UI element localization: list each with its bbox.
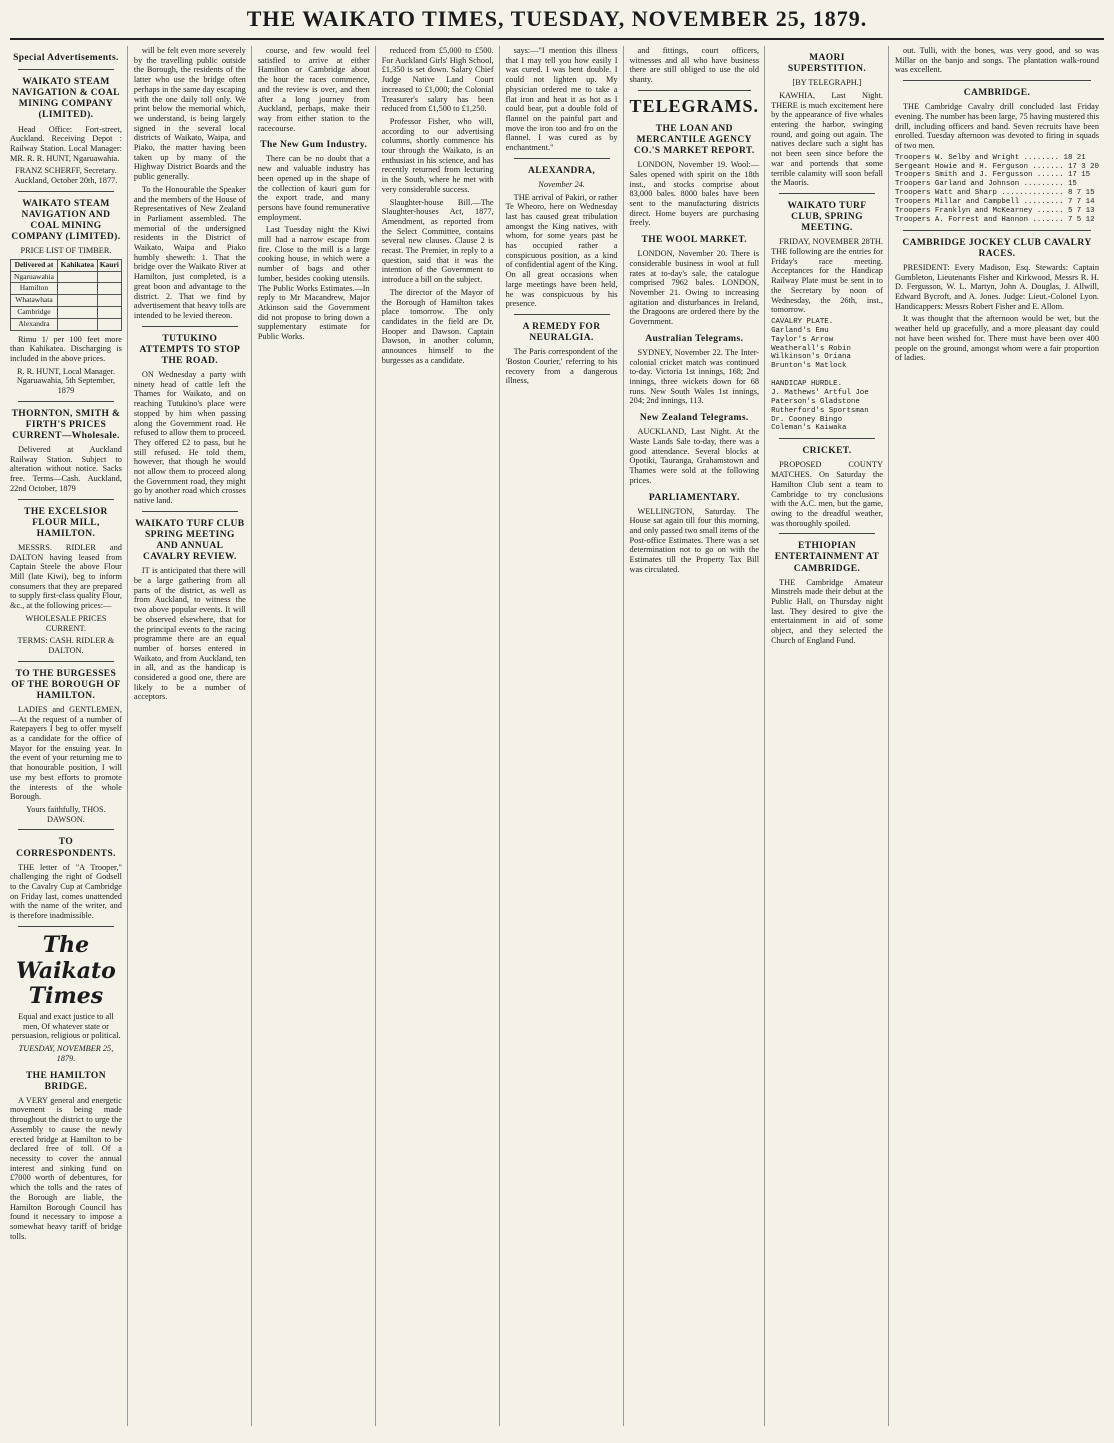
turf-club-review-body: IT is anticipated that there will be a large gathering from all parts of the district, as well as from Auckland, to witness the two above popular events. It will be observed elsewhere, that for the principal events to the racing programme there are an equal number of horses entered in Waikato, and from Auckland, ten in all, and as the handicap is considered a good one, there are likely to be a number of acceptors.	[133, 566, 246, 702]
maori-superstition-subtitle: [BY TELEGRAPH.]	[792, 78, 862, 88]
columns	[10, 46, 1104, 1426]
ad-thornton-body: Delivered at Auckland Railway Station. Subject to alteration without notice. Sacks free. Terms—Cash. Auckland, 22nd October, 1879	[10, 445, 122, 493]
divider	[779, 533, 875, 534]
neuralgia-continued: says:—"I mention this illness that I may tell you how easily I was cured. I was bent double. I could not lighten up. My physician ordered me to take a flat iron and heat it as hot as I could bear, put a double fold of flannel on the painful part and move the iron too and fro on the flannel. I was cured as by enchantment."	[505, 46, 618, 153]
divider	[142, 511, 238, 512]
editorial-date: TUESDAY, NOVEMBER 25, 1879.	[18, 1044, 114, 1063]
column-3	[258, 46, 376, 1426]
australian-telegrams-body: SYDNEY, November 22. The Inter-colonial cricket match was continued to-day. Victoria 1st innings, 168; 2nd innings, three wickets down for 68 runs. New South Wales 1st innings, 204; 2nd innings, 113.	[629, 347, 760, 406]
ad-excelsior-title: THE EXCELSIOR FLOUR MILL, HAMILTON.	[24, 506, 108, 539]
loan-agency-title: THE LOAN AND MERCANTILE AGENCY CO.'S MARKET REPORT.	[633, 123, 755, 157]
divider	[18, 829, 114, 830]
ad-excelsior-subtitle: WHOLESALE PRICES CURRENT.	[25, 613, 107, 633]
cricket-title: CRICKET.	[802, 446, 852, 457]
table-header: Delivered at	[11, 259, 58, 271]
parliamentary-title: PARLIAMENTARY.	[648, 492, 740, 503]
gum-industry-title: The New Gum Industry.	[260, 140, 368, 151]
divider	[18, 499, 114, 500]
ad-timber-title: WAIKATO STEAM NAVIGATION AND COAL MINING COMPANY (LIMITED).	[11, 198, 121, 243]
memorial-text: To the Honourable the Speaker and the members of the House of Representatives of New Zealand in Parliament assembled. The memorial of the undersigned residents in the District of Waikato, Waipa and Piako humbly sheweth: 1. That the bridge over the Waikato River at Hamilton, just completed, is a great boon and advantage to the district. 2. That we find by advertisement that heavy tolls are intended to be levied thereon.	[133, 184, 246, 320]
divider	[142, 326, 238, 327]
tutukino-body: ON Wednesday a party with ninety head of cattle left the Thames for Waikato, and on reaching Tutukino's place were stopped by him when passing along the Government road. He refused to allow them to proceed. They offered £2 to pass, but he still refused. He told them, however, that though he would not allow them to proceed along the Government road, they might go by another road which crosses native land.	[133, 370, 246, 506]
ad-burgesses-title: TO THE BURGESSES OF THE BOROUGH OF HAMILTON.	[11, 668, 121, 701]
professor-fisher-body: Professor Fisher, who will, according to our advertising columns, shortly commence his tour through the Waikato, is an enthusiast in his science, and has recently returned from lecturing in the South, where he met with very considerable success.	[381, 116, 494, 194]
newspaper-page	[10, 6, 1104, 1431]
column-5	[506, 46, 624, 1426]
table-cell: Whatawhata	[11, 295, 58, 307]
ad-excelsior-body: MESSRS. RIDLER and DALTON having leased from Captain Steele the above Flour Mill (late Kiwi), beg to inform consumers that they are prepared to supply first-class quality Flour, &c., at the following prices:—	[10, 542, 122, 611]
racecourse-continued: course, and few would feel satisfied to arrive at either Hamilton or Cambridge about the hour the races commence, and the review is over, and then after a long journey from Auckland, perhaps, make their way from either station to the racecourse.	[257, 46, 370, 133]
timber-price-table	[10, 259, 122, 331]
ad-steam-nav-sign: FRANZ SCHERFF, Secretary. Auckland, October 20th, 1877.	[14, 166, 118, 186]
slaughterhouse-bill-body: Slaughter-house Bill.—The Slaughter-houses Act, 1877, Amendment, as reported from the Select Committee, contains several new clauses. Clause 2 is recast. The Premier, in reply to a question, said that it was the intention of the Government to introduce a bill on the subject.	[381, 197, 494, 285]
table-cell: Ngaruawahia	[11, 271, 58, 283]
neuralgia-title: A REMEDY FOR NEURALGIA.	[522, 321, 601, 344]
ad-timber-body: Rimu 1/ per 100 feet more than Kahikatea. Discharging is included in the above prices.	[10, 334, 122, 363]
turf-spring-title: WAIKATO TURF CLUB, SPRING MEETING.	[787, 200, 867, 234]
estimates-body: reduced from £5,000 to £500. For Auckland Girls' High School, £1,350 is set down. Salary Chief Judge Native Land Court increased to £1,000; the Colonial Treasurer's salary has been reduced from £1,500 to £1,250.	[381, 46, 494, 114]
divider	[638, 90, 752, 91]
divider	[514, 158, 610, 159]
cambridge-body: THE Cambridge Cavalry drill concluded last Friday evening. The number has been large, 75 having mustered this drill, including officers and band. Seven recruits have been enrolled. Tuesday afternoon was devoted to firing in squads of two men.	[894, 102, 1099, 151]
column-2	[134, 46, 252, 1426]
divider	[18, 191, 114, 192]
column-6	[630, 46, 766, 1426]
minstrels-continued: out. Tulli, with the bones, was very good, and so was Millar on the banjo and songs. The plantation walk-round was excellent.	[894, 46, 1099, 75]
correspondents-title: TO CORRESPONDENTS.	[16, 837, 116, 859]
australian-telegrams-title: Australian Telegrams.	[645, 333, 744, 344]
divider	[18, 401, 114, 402]
divider	[514, 314, 610, 315]
local-news-body: Last Tuesday night the Kiwi mill had a narrow escape from fire. Close to the mill is a large cooking house, in which were a number of bags and other lumber, besides cooking utensils. The Public Works Estimates.—In reply to Mr Macandrew, Major Atkinson said the Government did not propose to bring down a supplementary estimate for Public Works.	[257, 225, 370, 342]
wool-market-title: THE WOOL MARKET.	[641, 235, 748, 246]
divider	[18, 661, 114, 662]
table-cell: Hamilton	[11, 283, 58, 295]
gum-industry-body: There can be no doubt that a new and valuable industry has been opened up in the shape of the collection of kauri gum for the export trade, and many persons have found remunerative employment.	[257, 154, 370, 222]
column-4	[382, 46, 500, 1426]
maori-superstition-body: KAWHIA, Last Night. THERE is much excitement here by the appearance of five whales entering the harbor, swinging round, and going out again. The natives declare such a sight has not been seen since before the war and portends that some terrible calamity will soon befall the Maoris.	[771, 90, 883, 188]
ethiopian-body: THE Cambridge Amateur Minstrels made their debut at the Public Hall, on Thursday night last. They desired to give the entertainment in aid of some object, and they selected the Church of England Fund.	[771, 577, 883, 645]
parliamentary-body: WELLINGTON, Saturday. The House sat again till four this morning, and only passed two small items of the Post-office Estimates. There was a set determination not to go on with the Estimates till the Property Tax Bill was circulated.	[629, 506, 760, 574]
cricket-body: PROPOSED COUNTY MATCHES. On Saturday the Hamilton Club sent a team to Cambridge to try conclusions with the A.C. men, but the game, owing to the dreadful weather, was thoroughly spoiled.	[771, 460, 883, 528]
tutukino-title: TUTUKINO ATTEMPTS TO STOP THE ROAD.	[139, 333, 241, 366]
loan-agency-body: LONDON, November 19. Wool:—Sales opened with spirit on the 18th inst., and stocks comprise about 83,000 bales. 8000 bales have been sent to the manufacturing districts direct. Home buyers are purchasing freely.	[629, 160, 760, 228]
firing-scores-list: Troopers W. Selby and Wright ........ 18 21 Sergeant Howie and H. Ferguson ....... 17 3 20 Troopers Smith and J. Fergusson ...... 17 15 Troopers Garland and Johnson ......... 15 Troopers Watt and Sharp .............. 8 7 15 Troopers Millar and Campbell ......... 7 7 14 Troopers Franklyn and McKearney ...... 5 7 13 Troopers A. Forrest and Hannon ....... 7 5 12	[894, 153, 1099, 224]
wool-market-body: LONDON, November 20. There is considerable business in wool at full rates at to-day's sale, the catalogue comprised 7962 bales. LONDON, November 21. Owing to increasing agitation and disturbances in Ireland, the Dragoons are ordered there by the Government.	[629, 249, 760, 327]
courthouse-continued: and fittings, court officers, witnesses and all who have business there are still obliged to use the old shanty.	[629, 46, 760, 85]
editorial-motto: Equal and exact justice to all men, Of whatever state or persuasion, religious or political.	[11, 1012, 121, 1041]
alexandra-date: November 24.	[538, 179, 585, 189]
bridge-article-body: A VERY general and energetic movement is being made throughout the district to urge the Assembly to cause the newly erected bridge at Hamilton to be declared free of toll. Of a necessity to cover the annual interest and sinking fund on £7000 worth of debentures, for which the tolls and the rates of the Borough are liable, the Hamilton Borough Council has found it necessary to impose a somewhat heavy tariff of bridge tolls.	[10, 1095, 122, 1241]
turf-entries-list: CAVALRY PLATE. Garland's Emu Taylor's Arrow Weatherall's Robin Wilkinson's Oriana Brunton's Matlock HANDICAP HURDLE. J. Mathews' Artful Joe Paterson's Gladstone Rutherford's Sportsman Dr. Cooney Bingo Coleman's Kaiwaka	[771, 317, 869, 433]
bridge-article-title: THE HAMILTON BRIDGE.	[25, 1070, 106, 1092]
nz-telegrams-body: AUCKLAND, Last Night. At the Waste Lands Sale to-day, there was a good attendance. Several blocks at Opotiki, Tauranga, Grahamstown and Thames were sold at the following prices.	[629, 427, 760, 485]
ad-timber-sign: R. R. HUNT, Local Manager. Ngaruawahia, 5th September, 1879	[16, 366, 116, 396]
table-header: Kahikatea	[57, 259, 97, 271]
turf-club-review-title: WAIKATO TURF CLUB SPRING MEETING AND ANNUAL CAVALRY REVIEW.	[135, 518, 245, 563]
divider	[903, 80, 1091, 81]
column-8	[895, 46, 1104, 1426]
editorial-masthead: The Waikato Times	[16, 931, 116, 1010]
bridge-article-continued: will be felt even more severely by the travelling public outside the Borough, the residents of the latter who use the bridge often perhaps in the same day escaping with the one daily toll only. We print below the memorial which, we understand, is being largely signed in the several local districts of Waikato, Waipa, and Piako, the matter having been taken up by many of the Highway District Boards and the public generally.	[133, 46, 246, 182]
ad-steam-nav-title: WAIKATO STEAM NAVIGATION & COAL MINING COMPANY (LIMITED).	[12, 77, 120, 121]
ad-steam-nav-body: Head Office: Fort-street, Auckland. Receiving Depot : Railway Station. Local Manager: MR. R. R. HUNT, Ngaruawahia.	[10, 124, 122, 163]
ad-thornton-title: THORNTON, SMITH & FIRTH'S PRICES CURRENT—Wholesale.	[11, 408, 121, 441]
page-header: THE WAIKATO TIMES, TUESDAY, NOVEMBER 25, 1879.	[10, 6, 1104, 40]
divider	[779, 193, 875, 194]
divider	[18, 926, 114, 927]
cambridge-title: CAMBRIDGE.	[963, 88, 1031, 99]
correspondents-body: THE letter of "A Trooper," challenging the right of Godsell to the Cavalry Cup at Cambridge on Friday last, comes unattended with the name of the writer, and is therefore inadmissible.	[10, 862, 122, 921]
alexandra-body: THE arrival of Pakiri, or rather Te Wheoro, here on Wednesday last has caused great tribulation amongst the King natives, with whom, for some years past he has occupied rather a conspicuous position, as a kind of confidential agent of the King. On all great occasions when large meetings have been held, he was conspicuous by his presence.	[505, 192, 618, 309]
table-cell: Alexandra	[11, 318, 58, 330]
neuralgia-body: The Paris correspondent of the 'Boston Courier,' referring to his recovery from a dangerous illness,	[505, 347, 618, 386]
ad-timber-subtitle: PRICE LIST OF TIMBER.	[20, 246, 112, 256]
turf-spring-body: FRIDAY, NOVEMBER 28TH. THE following are the entries for Friday's race meeting. Acceptances for the Handicap Railway Plate must be sent in to the Secretary by noon of Wednesday, the 26th, inst., tomorrow.	[771, 237, 883, 315]
telegrams-heading: TELEGRAMS.	[629, 95, 760, 116]
ethiopian-title: ETHIOPIAN ENTERTAINMENT AT CAMBRIDGE.	[774, 541, 880, 574]
table-cell: Cambridge	[11, 306, 58, 318]
divider	[903, 230, 1091, 231]
divider	[779, 438, 875, 439]
ad-burgesses-body: LADIES and GENTLEMEN,—At the request of a number of Ratepayers I beg to offer myself as a candidate for the office of Mayor for the ensuing year. In the event of your returning me to that honourable position, I will use my best efforts to promote the interests of the whole Borough.	[10, 704, 122, 802]
divider	[18, 69, 114, 70]
special-ads-heading: Special Advertisements.	[13, 53, 119, 63]
mayoral-election-body: The director of the Mayor of the Borough of Hamilton takes place tomorrow. The only candidates in the field are Dr. Hooper and Dawson. Captain Dawson, in another column, announces himself to the burgesses as a candidate.	[381, 287, 494, 365]
nz-telegrams-title: New Zealand Telegrams.	[639, 413, 749, 424]
ad-excelsior-sign: TERMS: CASH. RIDLER & DALTON.	[17, 636, 115, 655]
jockey-club-title: CAMBRIDGE JOCKEY CLUB CAVALRY RACES.	[902, 237, 1092, 259]
table-header: Kauri	[97, 259, 121, 271]
column-7	[771, 46, 889, 1426]
column-1	[10, 46, 128, 1426]
maori-superstition-title: MAORI SUPERSTITION.	[787, 53, 867, 75]
ad-burgesses-sign: Yours faithfully, THOS. DAWSON.	[26, 804, 106, 824]
jockey-club-body: PRESIDENT: Every Madison, Esq. Stewards: Captain Gumbleton, Lieutenants Fisher and Kirkwood, Messrs R. H. D. Fergusson, W. L. Martyn, John A. Douglas, J. Allwill, Edward Bycroft, and A. Jones. Judge: Lieut.-Colonel Lyon. Handicappers: Messrs Robert Fisher and E. Allom.	[894, 262, 1099, 311]
alexandra-title: ALEXANDRA,	[528, 165, 596, 176]
jockey-club-body-2: It was thought that the afternoon would be wet, but the weather held up gracefully, and a more pleasant day could not have been wished for. There must have been over 400 people on the ground, amongst whom were a fair proportion of ladies.	[894, 314, 1099, 363]
